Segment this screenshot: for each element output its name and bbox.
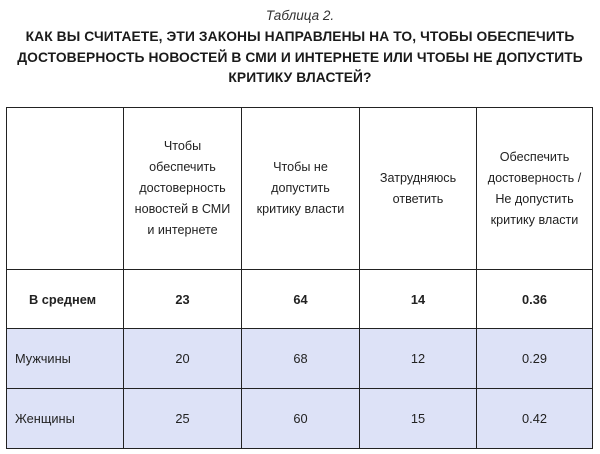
column-header-hard-to-answer: Затрудняюсь ответить — [360, 108, 477, 270]
column-header-ratio: Обеспечить достоверность / Не допустить критику власти — [477, 108, 593, 270]
table-cell: 20 — [124, 329, 242, 389]
table-row — [7, 329, 593, 389]
table-row — [7, 270, 593, 329]
table-row — [7, 389, 593, 449]
table-cell: 64 — [242, 270, 360, 329]
column-header-ensure-accuracy: Чтобы обеспечить достоверность новостей в СМИ и интернете — [124, 108, 242, 270]
table-cell: 23 — [124, 270, 242, 329]
column-header-empty — [7, 108, 124, 270]
table-cell: 0.42 — [477, 389, 593, 449]
table-heading: КАК ВЫ СЧИТАЕТЕ, ЭТИ ЗАКОНЫ НАПРАВЛЕНЫ НА ТО, ЧТОБЫ ОБЕСПЕЧИТЬ ДОСТОВЕРНОСТЬ НОВОСТЕЙ В СМИ И ИНТЕРНЕТЕ ИЛИ ЧТОБЫ НЕ ДОПУСТИТЬ КРИТИКУ ВЛАСТЕЙ? — [17, 29, 583, 85]
table-cell: 15 — [360, 389, 477, 449]
survey-table — [6, 107, 593, 449]
table-cell: 60 — [242, 389, 360, 449]
row-label: Женщины — [7, 389, 124, 449]
table-cell: 14 — [360, 270, 477, 329]
column-header-prevent-criticism: Чтобы не допустить критику власти — [242, 108, 360, 270]
table-caption: Таблица 2. — [265, 8, 335, 23]
table-cell: 12 — [360, 329, 477, 389]
table-cell: 0.36 — [477, 270, 593, 329]
table-header-row — [7, 108, 593, 270]
row-label: Мужчины — [7, 329, 124, 389]
table-cell: 25 — [124, 389, 242, 449]
row-label: В среднем — [7, 270, 124, 329]
table-cell: 68 — [242, 329, 360, 389]
table-cell: 0.29 — [477, 329, 593, 389]
